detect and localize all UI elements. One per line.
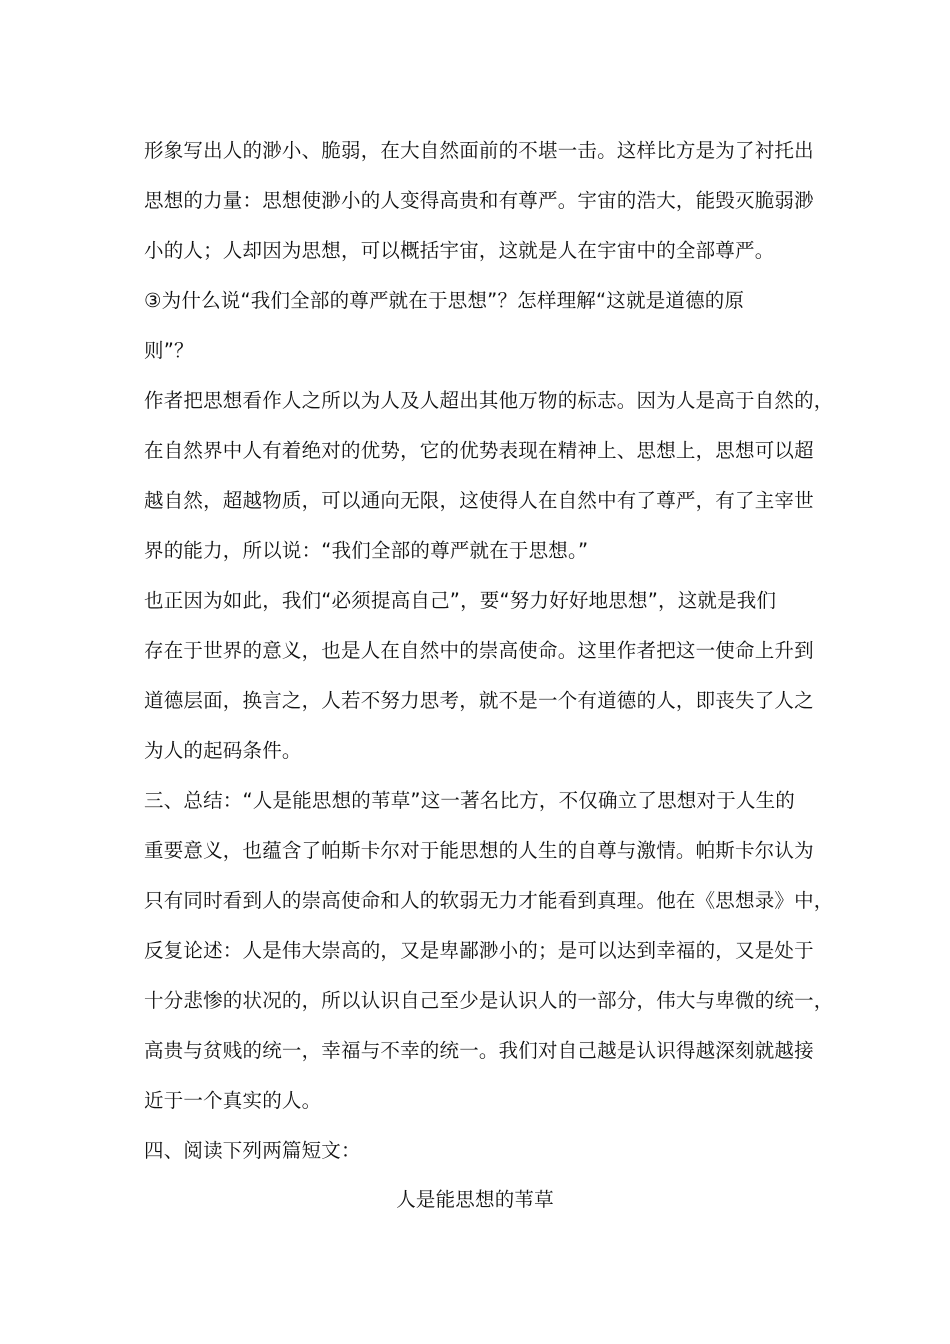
summary-line: 重要意义，也蕴含了帕斯卡尔对于能思想的人生的自尊与激情。帕斯卡尔认为 [144,839,814,862]
paragraph-line: 思想的力量：思想使渺小的人变得高贵和有尊严。宇宙的浩大，能毁灭脆弱渺 [144,189,814,212]
summary-line: 三、总结：“人是能思想的苇草”这一著名比方，不仅确立了思想对于人生的 [144,789,796,812]
summary-line: 高贵与贫贱的统一，幸福与不幸的统一。我们对自己越是认识得越深刻就越接 [144,1039,814,1062]
summary-line: 十分悲惨的状况的，所以认识自己至少是认识人的一部分，伟大与卑微的统一， [144,989,834,1012]
paragraph-line: 界的能力，所以说：“我们全部的尊严就在于思想。” [144,539,589,562]
paragraph-line: 作者把思想看作人之所以为人及人超出其他万物的标志。因为人是高于自然的， [144,389,834,412]
paragraph-line: 在自然界中人有着绝对的优势，它的优势表现在精神上、思想上，思想可以超 [144,439,814,462]
paragraph-line: 也正因为如此，我们“必须提高自己”，要“努力好好地思想”，这就是我们 [144,589,777,612]
paragraph-line: 为人的起码条件。 [144,739,302,762]
paragraph-line: 道德层面，换言之，人若不努力思考，就不是一个有道德的人，即丧失了人之 [144,689,814,712]
article-title: 人是能思想的苇草 [396,1188,554,1211]
paragraph-line: 小的人；人却因为思想，可以概括宇宙，这就是人在宇宙中的全部尊严。 [144,239,775,262]
paragraph-line: 形象写出人的渺小、脆弱，在大自然面前的不堪一击。这样比方是为了衬托出 [144,139,814,162]
paragraph-line: 存在于世界的意义，也是人在自然中的崇高使命。这里作者把这一使命上升到 [144,639,814,662]
paragraph-line: 越自然，超越物质，可以通向无限，这使得人在自然中有了尊严，有了主宰世 [144,489,814,512]
summary-line: 只有同时看到人的崇高使命和人的软弱无力才能看到真理。他在《思想录》中， [144,889,834,912]
summary-line: 反复论述：人是伟大崇高的，又是卑鄙渺小的；是可以达到幸福的，又是处于 [144,939,814,962]
section-heading: 四、阅读下列两篇短文： [144,1139,361,1162]
summary-line: 近于一个真实的人。 [144,1089,322,1112]
question-line: 则”？ [144,339,194,362]
question-line: ③为什么说“我们全部的尊严就在于思想”？怎样理解“这就是道德的原 [144,289,745,312]
